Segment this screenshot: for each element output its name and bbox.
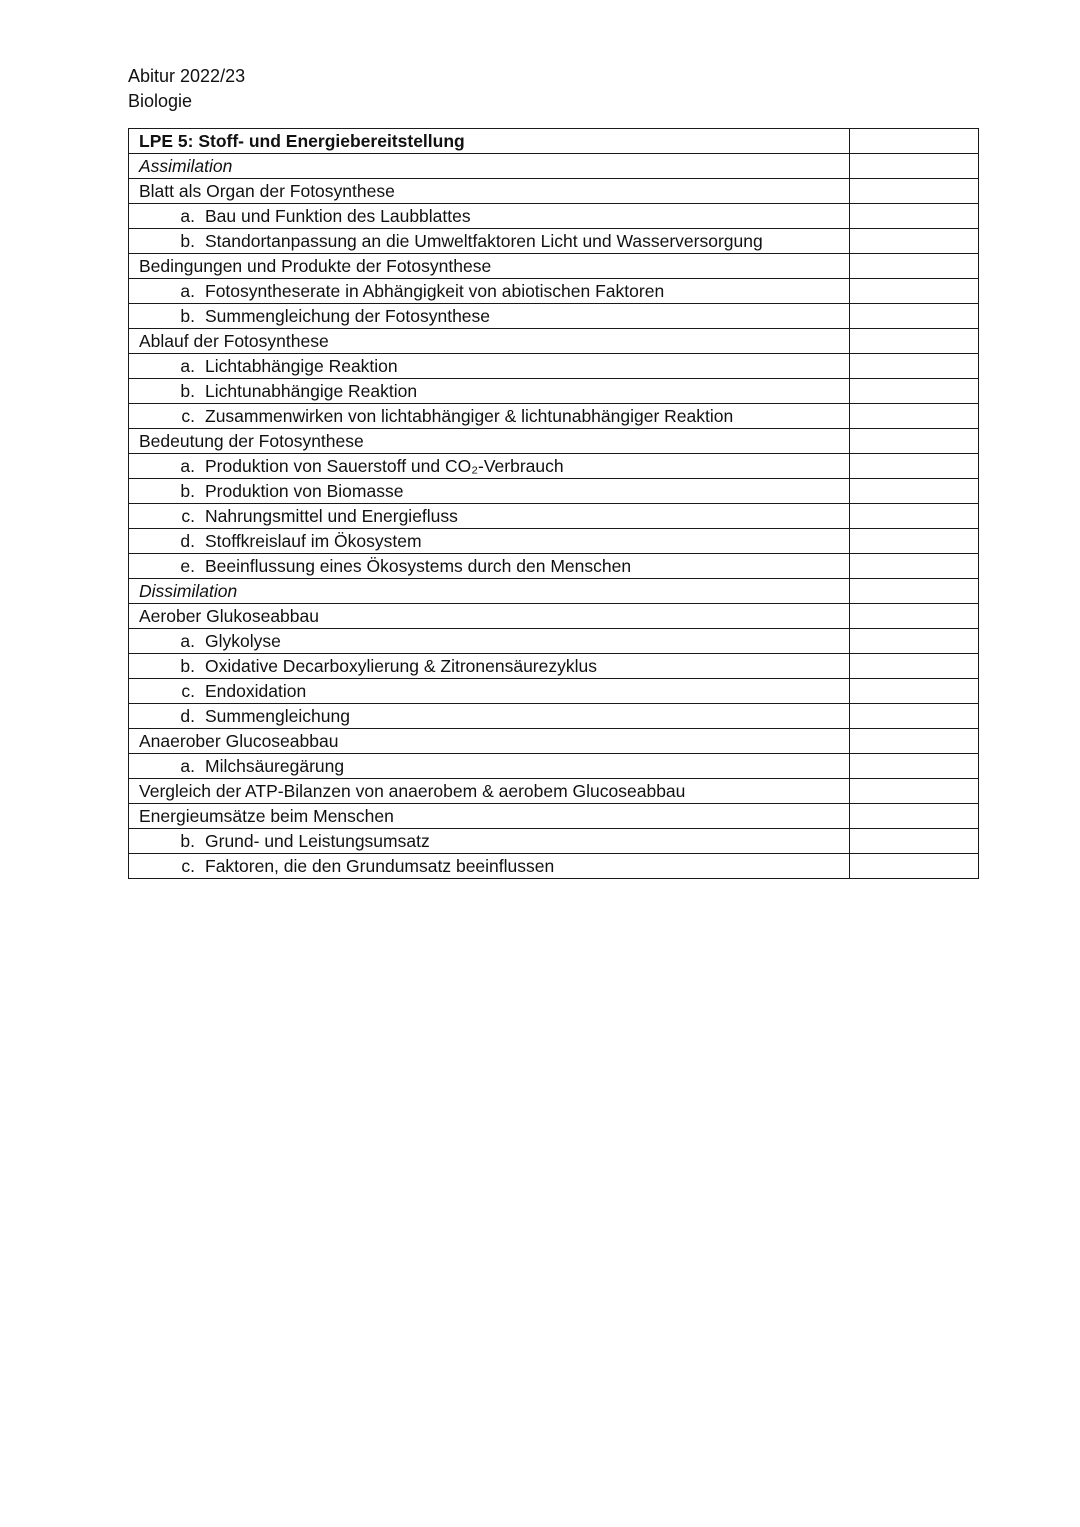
topic-label: Aerober Glukoseabbau: [139, 606, 319, 626]
item-letter: a.: [180, 456, 195, 476]
topic-cell: [129, 154, 850, 179]
checklist-title-row: [129, 129, 979, 154]
checklist-topic-row: [129, 604, 979, 629]
topic-cell: [129, 729, 850, 754]
topic-label: Beeinflussung eines Ökosystems durch den Menschen: [205, 556, 632, 576]
topic-label: Ablauf der Fotosynthese: [139, 331, 329, 351]
checklist-subitem-row: [129, 479, 979, 504]
topic-label: Energieumsätze beim Menschen: [139, 806, 394, 826]
topic-cell: [129, 679, 850, 704]
checklist-topic-row: [129, 429, 979, 454]
checklist-subitem-row: [129, 704, 979, 729]
topic-label: Fotosyntheserate in Abhängigkeit von abiotischen Faktoren: [205, 281, 665, 301]
check-cell: [850, 329, 979, 354]
check-cell: [850, 504, 979, 529]
topic-cell: [129, 429, 850, 454]
topic-label: Grund- und Leistungsumsatz: [205, 831, 430, 851]
topic-label: Summengleichung: [205, 706, 350, 726]
topic-label: Dissimilation: [139, 581, 238, 601]
topic-checklist-table: [128, 128, 979, 879]
topic-cell: [129, 554, 850, 579]
item-letter: b.: [180, 306, 195, 326]
checklist-topic-row: [129, 254, 979, 279]
topic-cell: [129, 129, 850, 154]
topic-cell: [129, 854, 850, 879]
item-letter: d.: [180, 531, 195, 551]
item-letter: b.: [180, 231, 195, 251]
checklist-section-row: [129, 154, 979, 179]
topic-label: Stoffkreislauf im Ökosystem: [205, 531, 422, 551]
topic-label: Summengleichung der Fotosynthese: [205, 306, 491, 326]
check-cell: [850, 729, 979, 754]
checklist-topic-row: [129, 804, 979, 829]
topic-cell: [129, 604, 850, 629]
checklist-topic-row: [129, 779, 979, 804]
topic-cell: [129, 529, 850, 554]
checklist-subitem-row: [129, 454, 979, 479]
check-cell: [850, 754, 979, 779]
topic-cell: [129, 279, 850, 304]
check-cell: [850, 404, 979, 429]
item-letter: a.: [180, 631, 195, 651]
header-subject: Biologie: [128, 91, 193, 111]
checklist-subitem-row: [129, 404, 979, 429]
checklist-subitem-row: [129, 554, 979, 579]
page-header: [128, 64, 245, 114]
topic-label: Oxidative Decarboxylierung & Zitronensäurezyklus: [205, 656, 597, 676]
topic-cell: [129, 404, 850, 429]
item-letter: c.: [181, 681, 195, 701]
topic-cell: [129, 454, 850, 479]
check-cell: [850, 629, 979, 654]
item-letter: a.: [180, 756, 195, 776]
topic-cell: [129, 504, 850, 529]
topic-label: Endoxidation: [205, 681, 307, 701]
checklist-subitem-row: [129, 504, 979, 529]
check-cell: [850, 129, 979, 154]
item-letter: b.: [180, 656, 195, 676]
item-letter: d.: [180, 706, 195, 726]
checklist-subitem-row: [129, 204, 979, 229]
topic-cell: [129, 379, 850, 404]
topic-cell: [129, 704, 850, 729]
item-letter: b.: [180, 381, 195, 401]
topic-cell: [129, 829, 850, 854]
item-letter: b.: [180, 481, 195, 501]
check-cell: [850, 554, 979, 579]
checklist-subitem-row: [129, 679, 979, 704]
item-letter: a.: [180, 356, 195, 376]
checklist-topic-row: [129, 179, 979, 204]
topic-label: Standortanpassung an die Umweltfaktoren Licht und Wasserversorgung: [205, 231, 763, 251]
check-cell: [850, 604, 979, 629]
topic-label: Produktion von Biomasse: [205, 481, 404, 501]
check-cell: [850, 579, 979, 604]
topic-cell: [129, 804, 850, 829]
check-cell: [850, 379, 979, 404]
topic-cell: [129, 354, 850, 379]
topic-cell: [129, 329, 850, 354]
item-letter: e.: [180, 556, 195, 576]
check-cell: [850, 254, 979, 279]
check-cell: [850, 854, 979, 879]
topic-cell: [129, 779, 850, 804]
item-letter: b.: [180, 831, 195, 851]
topic-label: Bedingungen und Produkte der Fotosynthese: [139, 256, 492, 276]
topic-cell: [129, 254, 850, 279]
checklist-section-row: [129, 579, 979, 604]
check-cell: [850, 154, 979, 179]
check-cell: [850, 654, 979, 679]
item-letter: c.: [181, 406, 195, 426]
topic-cell: [129, 654, 850, 679]
topic-cell: [129, 754, 850, 779]
topic-label: Nahrungsmittel und Energiefluss: [205, 506, 458, 526]
topic-label: Lichtabhängige Reaktion: [205, 356, 398, 376]
item-letter: c.: [181, 506, 195, 526]
checklist-topic-row: [129, 729, 979, 754]
check-cell: [850, 479, 979, 504]
topic-label: Blatt als Organ der Fotosynthese: [139, 181, 395, 201]
topic-label: Bau und Funktion des Laubblattes: [205, 206, 471, 226]
checklist-subitem-row: [129, 829, 979, 854]
checklist-subitem-row: [129, 654, 979, 679]
checklist-subitem-row: [129, 629, 979, 654]
topic-label: Assimilation: [139, 156, 233, 176]
topic-label: Zusammenwirken von lichtabhängiger & lichtunabhängiger Reaktion: [205, 406, 734, 426]
checklist-topic-row: [129, 329, 979, 354]
checklist-subitem-row: [129, 229, 979, 254]
topic-cell: [129, 479, 850, 504]
topic-cell: [129, 579, 850, 604]
check-cell: [850, 779, 979, 804]
check-cell: [850, 829, 979, 854]
topic-label: Anaerober Glucoseabbau: [139, 731, 339, 751]
check-cell: [850, 704, 979, 729]
check-cell: [850, 204, 979, 229]
header-exam-year: Abitur 2022/23: [128, 66, 246, 86]
topic-label: Vergleich der ATP-Bilanzen von anaerobem & aerobem Glucoseabbau: [139, 781, 686, 801]
topic-label: LPE 5: Stoff- und Energiebereitstellung: [139, 131, 465, 151]
topic-label: Lichtunabhängige Reaktion: [205, 381, 418, 401]
item-letter: a.: [180, 281, 195, 301]
check-cell: [850, 279, 979, 304]
checklist-subitem-row: [129, 854, 979, 879]
topic-cell: [129, 304, 850, 329]
check-cell: [850, 229, 979, 254]
check-cell: [850, 354, 979, 379]
topic-label: Milchsäuregärung: [205, 756, 345, 776]
check-cell: [850, 529, 979, 554]
topic-label: Faktoren, die den Grundumsatz beeinflussen: [205, 856, 555, 876]
topic-label: Produktion von Sauerstoff und CO₂-Verbrauch: [205, 456, 564, 476]
checklist-subitem-row: [129, 379, 979, 404]
check-cell: [850, 679, 979, 704]
topic-label: Glykolyse: [205, 631, 281, 651]
topic-cell: [129, 229, 850, 254]
item-letter: c.: [181, 856, 195, 876]
item-letter: a.: [180, 206, 195, 226]
topic-label: Bedeutung der Fotosynthese: [139, 431, 364, 451]
checklist-body: [129, 129, 979, 879]
checklist-subitem-row: [129, 529, 979, 554]
check-cell: [850, 804, 979, 829]
check-cell: [850, 179, 979, 204]
topic-cell: [129, 629, 850, 654]
check-cell: [850, 429, 979, 454]
checklist-subitem-row: [129, 279, 979, 304]
checklist-subitem-row: [129, 754, 979, 779]
checklist-subitem-row: [129, 354, 979, 379]
topic-cell: [129, 204, 850, 229]
check-cell: [850, 304, 979, 329]
checklist-subitem-row: [129, 304, 979, 329]
topic-cell: [129, 179, 850, 204]
check-cell: [850, 454, 979, 479]
